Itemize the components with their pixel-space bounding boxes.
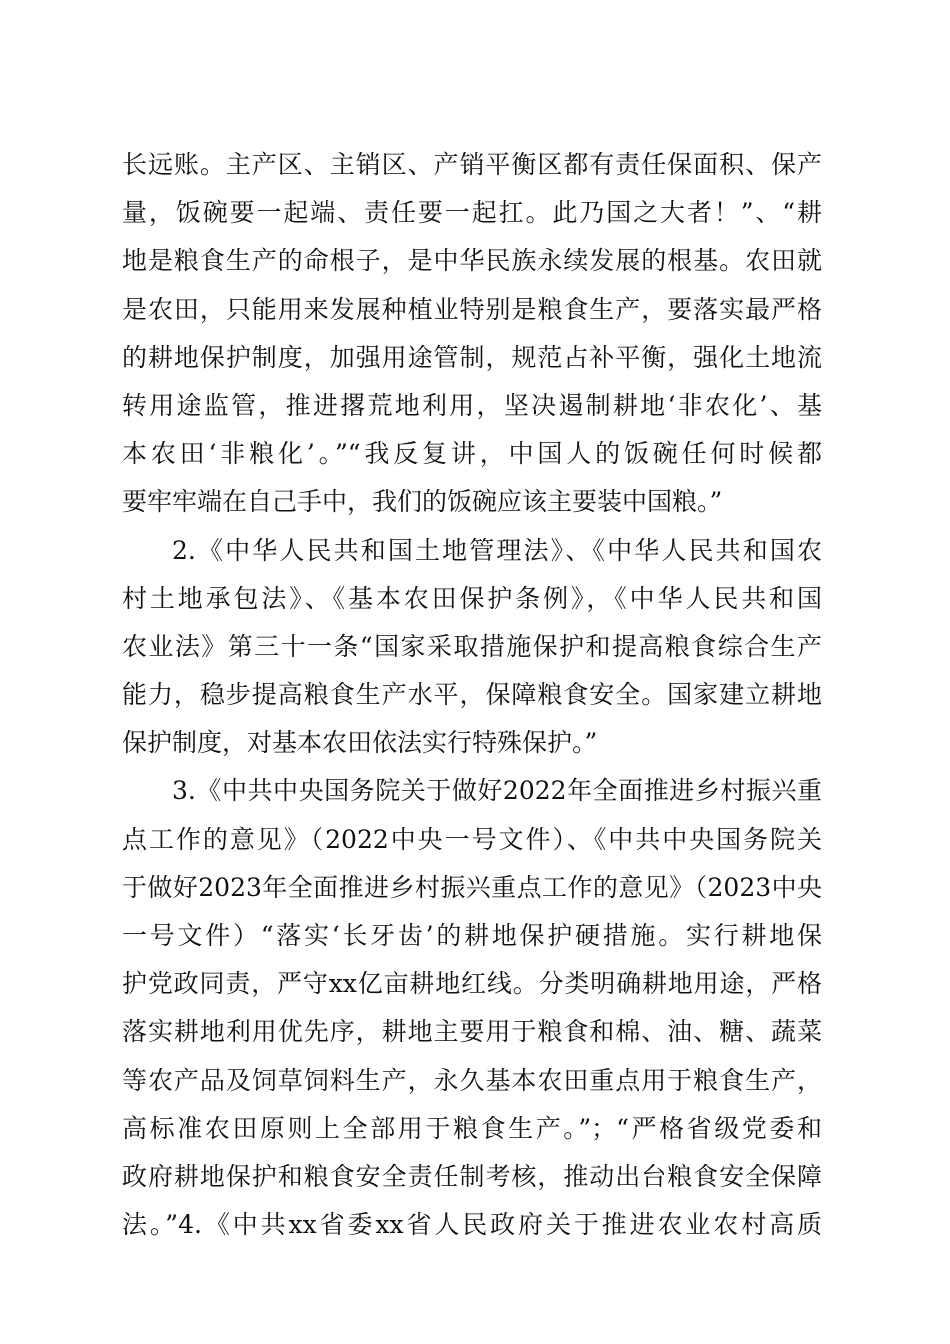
text-line: 2.《中华人民共和国土地管理法》、《中华人民共和国农	[172, 535, 822, 565]
text-line: 落实耕地利用优先序，耕地主要用于粮食和棉、油、糖、蔬菜	[122, 1017, 822, 1047]
text-line: 农业法》第三十一条“国家采取措施保护和提高粮食综合生产	[122, 631, 822, 661]
text-line: 转用途监管，推进撂荒地利用，坚决遏制耕地‘非农化’、基	[122, 390, 822, 420]
text-line: 量，饭碗要一起端、责任要一起扛。此乃国之大者！”、“耕	[122, 198, 822, 228]
text-line: 3.《中共中央国务院关于做好2022年全面推进乡村振兴重	[172, 776, 822, 806]
text-line: 高标准农田原则上全部用于粮食生产。”；“严格省级党委和	[122, 1113, 822, 1143]
text-line: 的耕地保护制度，加强用途管制，规范占补平衡，强化土地流	[122, 342, 822, 372]
text-line: 地是粮食生产的命根子，是中华民族永续发展的根基。农田就	[122, 246, 822, 276]
text-line: 等农产品及饲草饲料生产，永久基本农田重点用于粮食生产，	[122, 1065, 822, 1095]
text-line: 点工作的意见》（2022中央一号文件）、《中共中央国务院关	[122, 824, 822, 854]
text-line: 法。”4.《中共xx省委xx省人民政府关于推进农业农村高质	[122, 1210, 822, 1240]
text-line: 长远账。主产区、主销区、产销平衡区都有责任保面积、保产	[122, 150, 822, 179]
text-line: 要牢牢端在自己手中，我们的饭碗应该主要装中国粮。”	[122, 487, 723, 517]
text-line: 护党政同责，严守xx亿亩耕地红线。分类明确耕地用途，严格	[122, 969, 822, 999]
text-line: 一号文件）“落实‘长牙齿’的耕地保护硬措施。实行耕地保	[122, 921, 822, 950]
text-line: 能力，稳步提高粮食生产水平，保障粮食安全。国家建立耕地	[122, 680, 822, 710]
text-line: 于做好2023年全面推进乡村振兴重点工作的意见》（2023中央	[122, 872, 822, 902]
text-line: 政府耕地保护和粮食安全责任制考核，推动出台粮食安全保障	[122, 1161, 822, 1191]
text-line: 保护制度，对基本农田依法实行特殊保护。”	[122, 728, 598, 758]
text-line: 村土地承包法》、《基本农田保护条例》，《中华人民共和国	[122, 583, 822, 613]
body-text	[122, 141, 822, 1249]
text-line: 是农田，只能用来发展种植业特别是粮食生产，要落实最严格	[122, 294, 822, 324]
text-line: 本农田‘非粮化’。”“我反复讲，中国人的饭碗任何时候都	[122, 439, 822, 469]
